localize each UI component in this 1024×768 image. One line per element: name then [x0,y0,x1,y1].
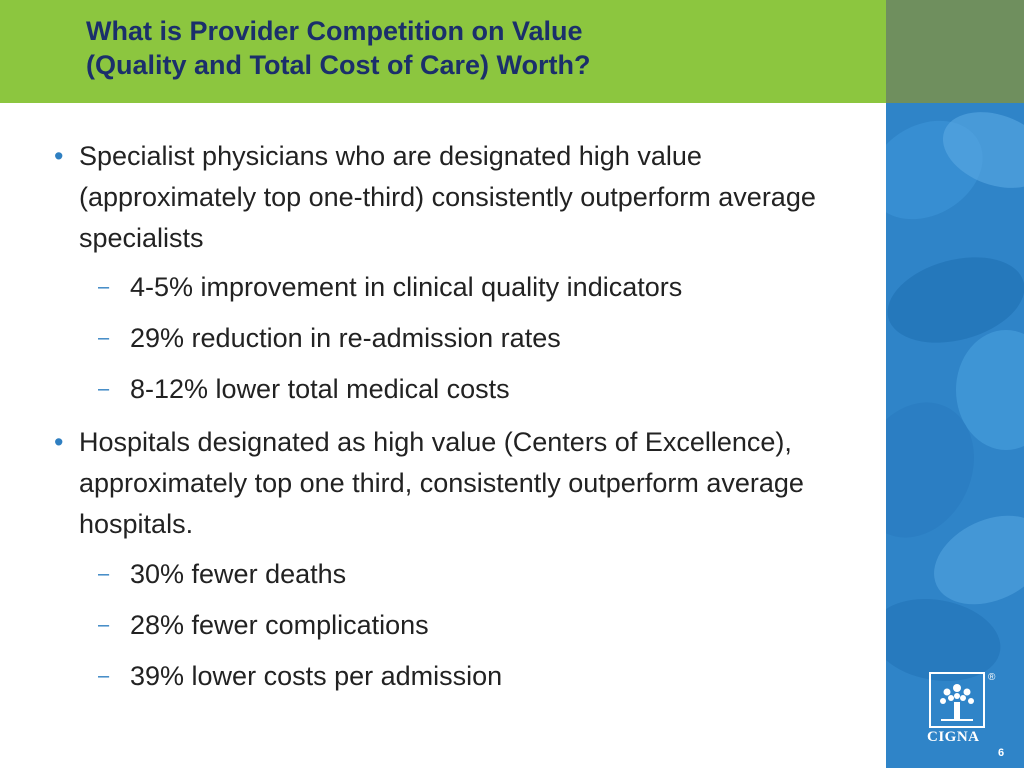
slide-title: What is Provider Competition on Value (Quality and Total Cost of Care) Worth? [86,16,591,80]
sub-bullet-item [98,659,858,693]
sub-bullet-text: 39% lower costs per admission [130,661,503,691]
registered-mark: ® [988,672,996,683]
bullet-text: Hospitals designated as high value (Centers of Excellence), approximately top one third, consistently outperform average hospitals. [79,427,804,539]
sub-bullet-item [98,372,858,406]
sub-bullet-text: 28% fewer complications [130,610,429,640]
decorative-side-panel [886,0,1024,768]
sub-bullet-item [98,270,858,304]
dash-icon: – [98,563,110,585]
bullet-dot-icon: • [54,427,64,457]
sub-bullet-item [98,557,858,591]
sub-bullet-text: 4-5% improvement in clinical quality indicators [130,272,683,302]
bullet-item [54,422,854,545]
dash-icon: – [98,276,110,298]
bullet-text: Specialist physicians who are designated high value (approximately top one-third) consistently outperform average specialists [79,141,816,253]
sub-bullet-text: 30% fewer deaths [130,559,347,589]
sub-bullet-item [98,321,858,355]
tree-of-life-icon [929,672,985,728]
dash-icon: – [98,665,110,687]
dash-icon: – [98,327,110,349]
sub-bullet-text: 8-12% lower total medical costs [130,374,510,404]
dash-icon: – [98,614,110,636]
bullet-dot-icon: • [54,141,64,171]
page-number: 6 [998,747,1005,759]
brand-name: CIGNA [927,729,980,745]
bullet-item [54,136,854,259]
sub-bullet-text: 29% reduction in re-admission rates [130,323,561,353]
sub-bullet-item [98,608,858,642]
leaf-pattern [886,0,1024,768]
dash-icon: – [98,378,110,400]
